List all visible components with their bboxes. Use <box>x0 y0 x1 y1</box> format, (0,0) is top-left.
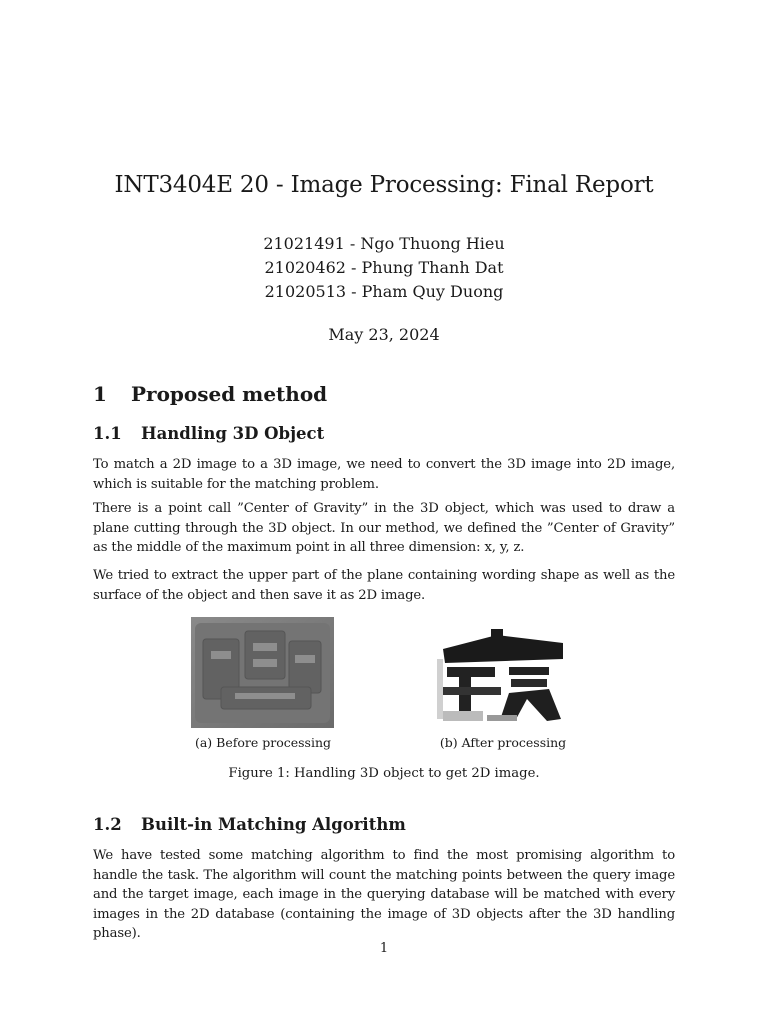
subsection-heading <box>93 423 324 445</box>
subsection-title: Built-in Matching Algorithm <box>141 815 406 834</box>
author-entry: 21021491 - Ngo Thuong Hieu <box>263 234 505 253</box>
subsection-number: 1.1 <box>93 424 122 443</box>
subsection-title: Handling 3D Object <box>141 424 325 443</box>
body-paragraph: We tried to extract the upper part of the plane containing wording shape as well as the surface of the object and then save it as 2D image. <box>93 568 675 603</box>
author-list <box>0 232 768 304</box>
figure-caption: Figure 1: Handling 3D object to get 2D image. <box>228 766 540 781</box>
body-paragraph: There is a point call ”Center of Gravity” in the 3D object, which was used to draw a plane cutting through the 3D object. In our method, we defined the ”Center of Gravity” as the middle of the maximum point in all three dimension: x, y, z. <box>93 501 675 555</box>
subfigure-caption: (a) Before processing <box>194 735 332 750</box>
subsection-heading <box>93 814 406 836</box>
figure-before-processing <box>191 617 334 728</box>
section-heading <box>93 381 327 407</box>
subfigure-caption: (b) After processing <box>439 735 567 750</box>
author-entry: 21020513 - Pham Quy Duong <box>264 282 504 301</box>
2d-processed-image <box>437 629 568 726</box>
page-number: 1 <box>379 941 389 956</box>
subsection-number: 1.2 <box>93 815 122 834</box>
body-paragraph: We have tested some matching algorithm to find the most promising algorithm to handle the task. The algorithm will count the matching points between the query image and the target image, each image in the querying database will be matched with every images in the 2D database (containing the image of 3D objects after the 3D handling phase). <box>93 848 675 941</box>
section-title: Proposed method <box>131 382 328 406</box>
author-entry: 21020462 - Phung Thanh Dat <box>264 258 504 277</box>
body-paragraph: To match a 2D image to a 3D image, we need to convert the 3D image into 2D image, which is suitable for the matching problem. <box>93 457 675 492</box>
3d-object-image <box>191 617 334 728</box>
paper-title: INT3404E 20 - Image Processing: Final Report <box>114 172 654 198</box>
figure-after-processing <box>437 629 568 726</box>
paper-date: May 23, 2024 <box>328 325 440 344</box>
section-number: 1 <box>93 382 107 406</box>
